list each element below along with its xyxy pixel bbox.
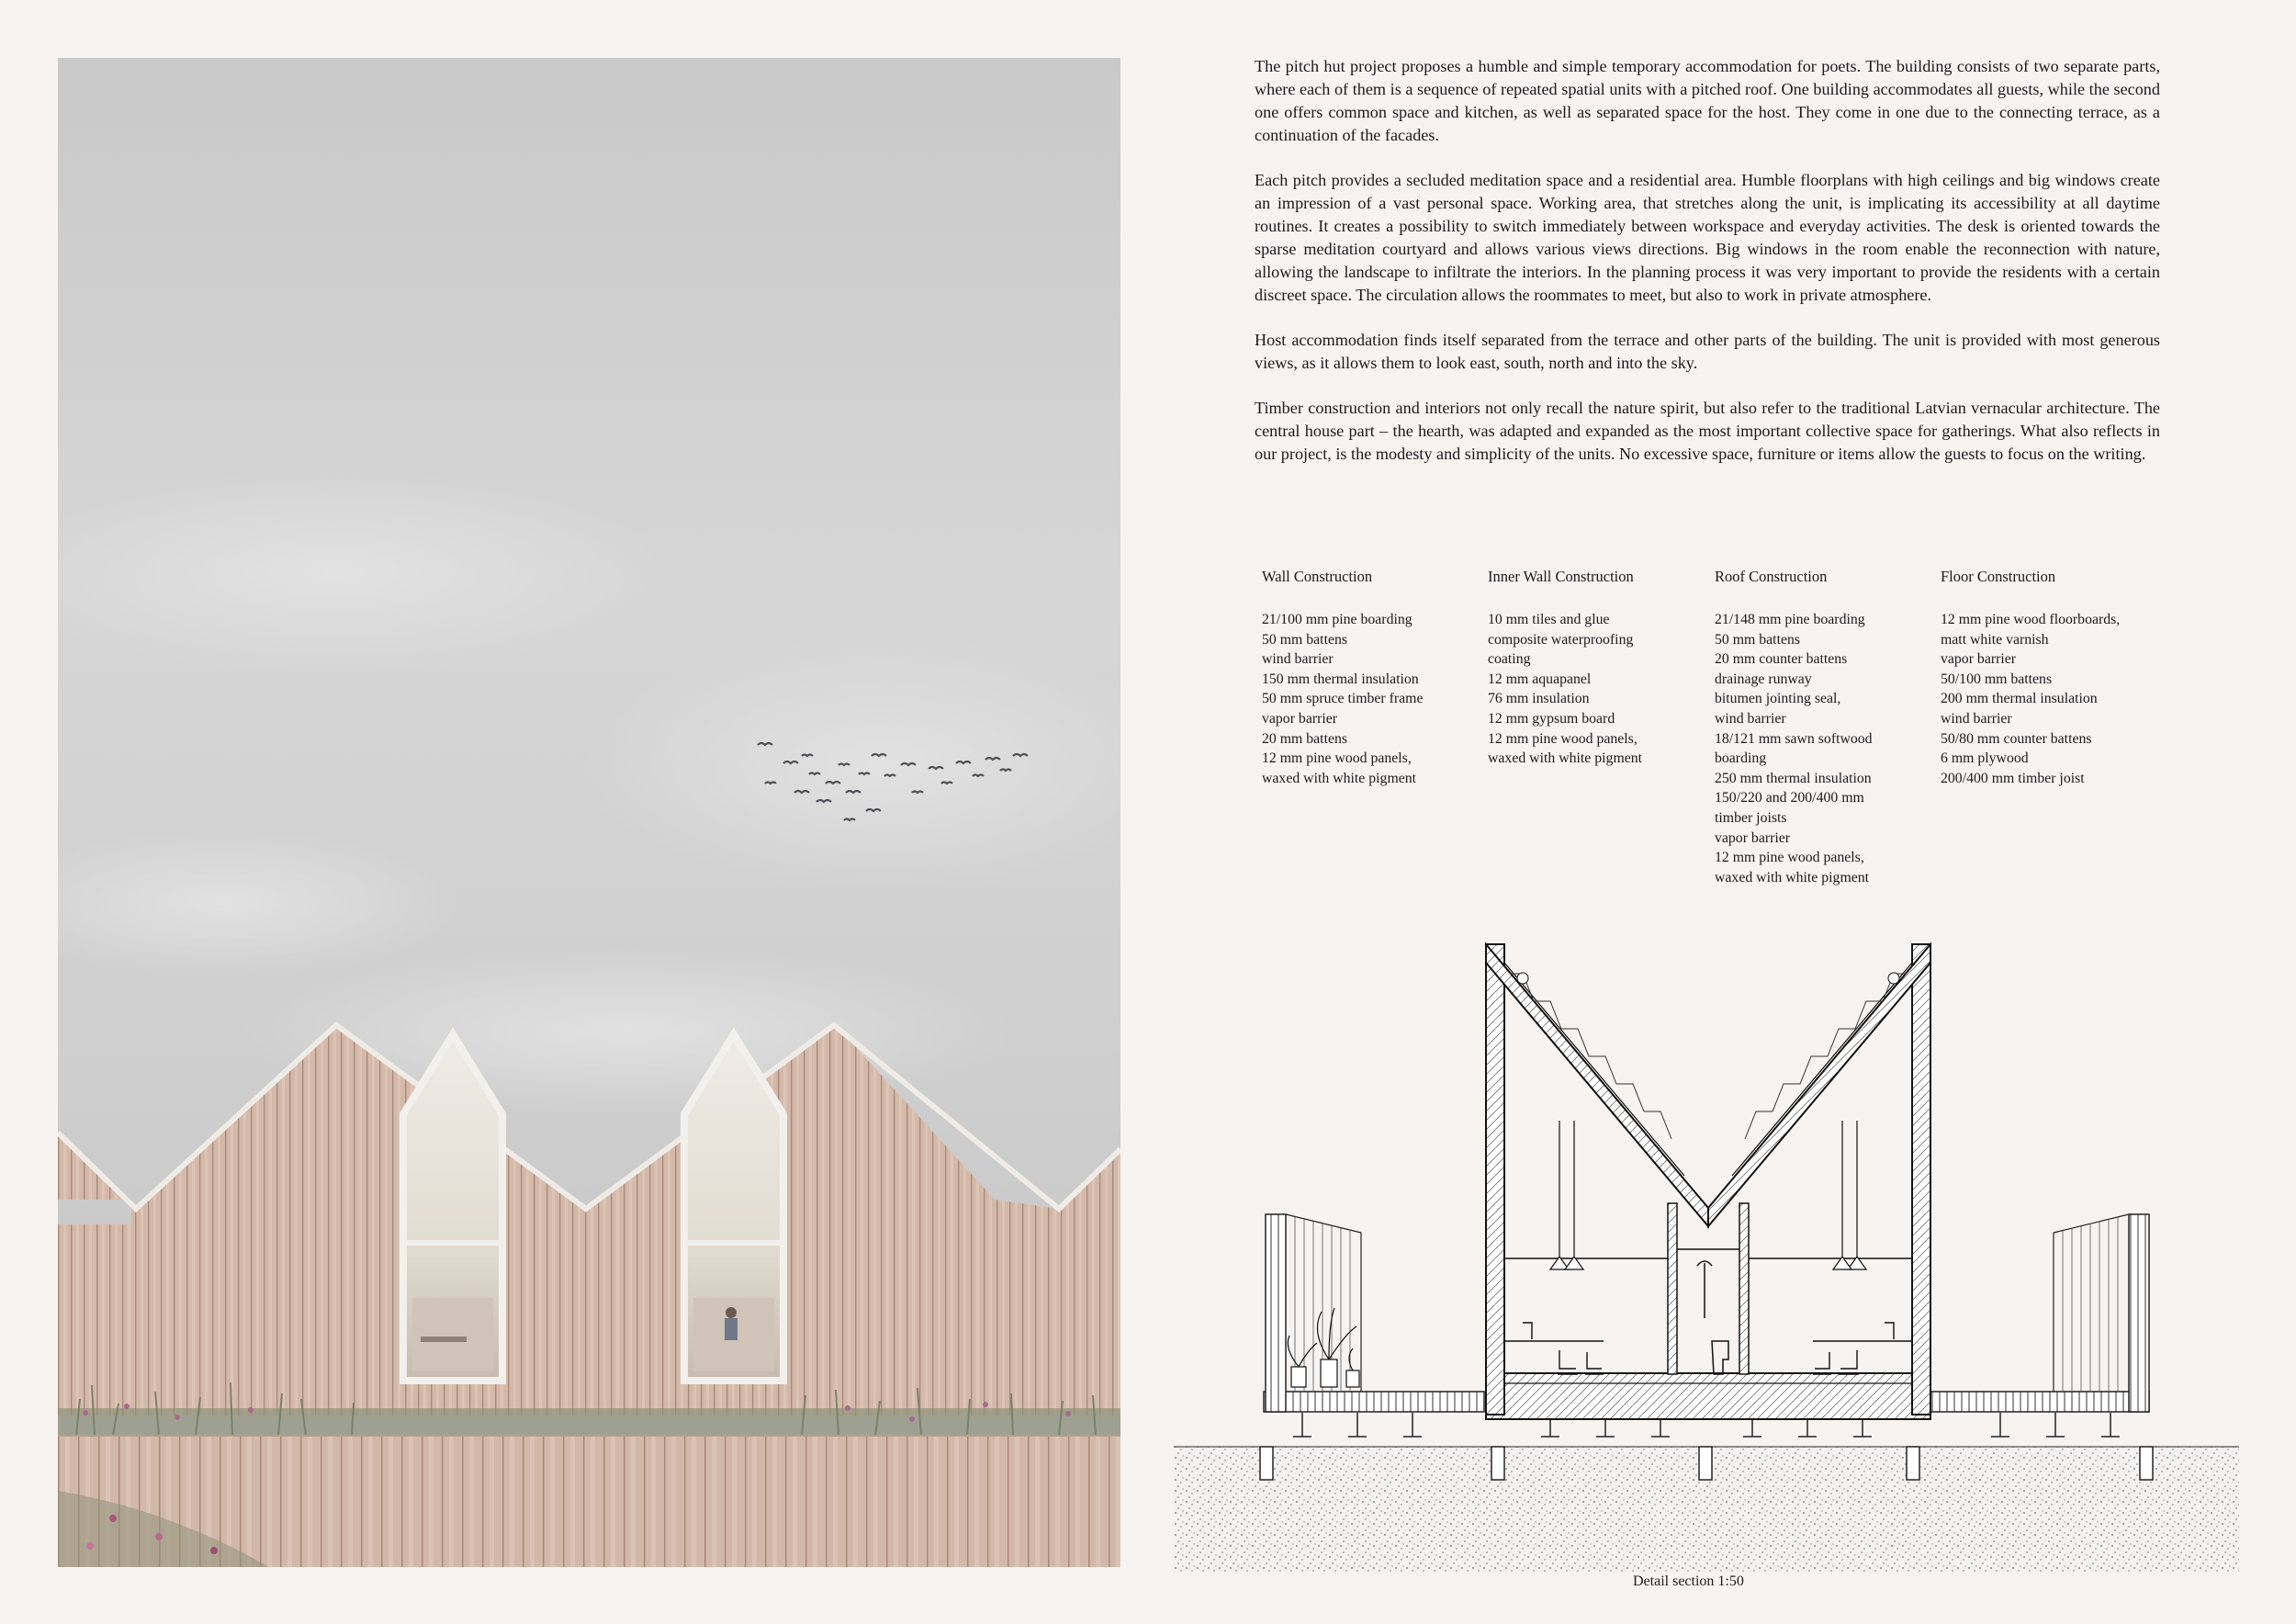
spec-line: wind barrier bbox=[1941, 710, 2012, 727]
spec-line: 21/148 mm pine boarding bbox=[1715, 612, 1865, 627]
spec-line: 10 mm tiles and glue bbox=[1488, 612, 1610, 627]
wall-construction-spec bbox=[1262, 568, 1482, 788]
spec-line: wind barrier bbox=[1715, 710, 1786, 727]
construction-specs bbox=[1262, 568, 2180, 898]
spec-line: vapor barrier bbox=[1262, 710, 1338, 727]
spec-line: bitumen jointing seal, bbox=[1715, 691, 1841, 707]
spec-line: 150/220 and 200/400 mm bbox=[1715, 790, 1864, 806]
spec-line: waxed with white pigment bbox=[1262, 770, 1417, 786]
central-bathroom bbox=[1668, 1203, 1749, 1374]
spec-line: matt white varnish bbox=[1941, 631, 2049, 648]
spec-line: 76 mm insulation bbox=[1488, 691, 1590, 707]
spec-line: wind barrier bbox=[1262, 651, 1334, 668]
spec-line: 50/80 mm counter battens bbox=[1941, 730, 2092, 747]
potted-plants bbox=[1288, 1308, 1359, 1387]
spec-line: 50 mm battens bbox=[1262, 631, 1348, 648]
inner-wall-construction-spec bbox=[1488, 568, 1708, 769]
pendant-lamps bbox=[1550, 1121, 1866, 1269]
spec-line: 21/100 mm pine boarding bbox=[1262, 612, 1412, 627]
spec-line: drainage runway bbox=[1715, 671, 1812, 687]
spec-line: waxed with white pigment bbox=[1488, 750, 1643, 767]
spec-line: 200/400 mm timber joist bbox=[1941, 770, 2085, 786]
spec-line: composite waterproofing bbox=[1488, 631, 1634, 648]
spec-line: waxed with white pigment bbox=[1715, 869, 1870, 885]
spec-line: 12 mm pine wood panels, bbox=[1262, 750, 1412, 767]
paragraph-intro: The pitch hut project proposes a humble and simple temporary accommodation for poets. The building consists of two separate parts, where each of them is a sequence of repeated spatial units with a pitched roof. One building accommodates all guests, while the second one offers common space and kitchen, as well as separated space for the host. They come in one due to the connecting terrace, as a continuation of the facades. bbox=[1255, 57, 2160, 144]
window-left bbox=[403, 1034, 502, 1381]
spec-line: boarding bbox=[1715, 750, 1767, 767]
spec-title: Roof Construction bbox=[1715, 568, 1828, 585]
right-wall bbox=[1912, 944, 1930, 1415]
detail-section-drawing bbox=[1174, 937, 2239, 1573]
spec-title: Inner Wall Construction bbox=[1488, 568, 1634, 585]
spec-line: timber joists bbox=[1715, 809, 1787, 826]
paragraph-host-accommodation: Host accommodation finds itself separated from the terrace and other parts of the building. The unit is provided with most generous views, as it allows them to look east, south, north and into the sky. bbox=[1255, 331, 2160, 372]
spec-line: 200 mm thermal insulation bbox=[1941, 691, 2098, 707]
architectural-render bbox=[58, 58, 1120, 1567]
roof-construction-spec bbox=[1715, 568, 1935, 887]
section-caption: Detail section 1:50 bbox=[1633, 1573, 1744, 1589]
spec-line: 12 mm aquapanel bbox=[1488, 671, 1592, 687]
spec-line: vapor barrier bbox=[1941, 651, 2017, 668]
spec-line: 12 mm pine wood panels, bbox=[1715, 850, 1864, 866]
butterfly-roof bbox=[1486, 944, 1930, 1226]
spec-title: Wall Construction bbox=[1262, 568, 1373, 585]
desk-and-chairs bbox=[1504, 1323, 1912, 1374]
floor-construction-spec bbox=[1941, 568, 2161, 788]
left-wall bbox=[1486, 944, 1504, 1415]
spec-line: 12 mm pine wood floorboards, bbox=[1941, 612, 2121, 627]
spec-line: 12 mm gypsum board bbox=[1488, 710, 1615, 727]
window-right bbox=[684, 1034, 783, 1381]
spec-line: coating bbox=[1488, 651, 1531, 668]
spec-line: 6 mm plywood bbox=[1941, 750, 2029, 767]
spec-line: 250 mm thermal insulation bbox=[1715, 770, 1872, 786]
spec-line: 50 mm spruce timber frame bbox=[1262, 691, 1424, 707]
spec-line: 150 mm thermal insulation bbox=[1262, 671, 1419, 687]
paragraph-timber-construction: Timber construction and interiors not only recall the nature spirit, but also refer to the traditional Latvian vernacular architecture. The central house part – the hearth, was adapted and expanded as the most important collective space for gatherings. What also reflects in our project, is the modesty and simplicity of the units. No excessive space, furniture or items allow the guests to focus on the writing. bbox=[1255, 399, 2160, 463]
spec-line: 20 mm counter battens bbox=[1715, 651, 1848, 668]
description-text bbox=[1255, 55, 2160, 488]
floor-slab bbox=[1486, 1373, 1930, 1419]
spec-line: 50/100 mm battens bbox=[1941, 671, 2053, 687]
paragraph-pitch-units: Each pitch provides a secluded meditation space and a residential area. Humble floorplans with high ceilings and big windows create an impression of a vast personal space. Working area, that stretches along the unit, is implicating its accessibility at all daytime routines. It creates a possibility to switch immediately between workspace and everyday activities. The desk is oriented towards the sparse meditation courtyard and allows various views directions. Big windows in the room enable the reconnection with nature, allowing the landscape to infiltrate the interiors. In the planning process it was very important to provide the residents with a certain discreet space. The circulation allows the roommates to meet, but also to work in private atmosphere. bbox=[1255, 171, 2160, 304]
terrace-right bbox=[1929, 1214, 2149, 1412]
spec-line: 18/121 mm sawn softwood bbox=[1715, 730, 1873, 747]
spec-line: 12 mm pine wood panels, bbox=[1488, 730, 1638, 747]
spec-line: 20 mm battens bbox=[1262, 730, 1348, 747]
spec-title: Floor Construction bbox=[1941, 568, 2056, 585]
spec-line: 50 mm battens bbox=[1715, 631, 1801, 648]
planting-strip bbox=[58, 1408, 1120, 1436]
spec-line: vapor barrier bbox=[1715, 829, 1791, 846]
